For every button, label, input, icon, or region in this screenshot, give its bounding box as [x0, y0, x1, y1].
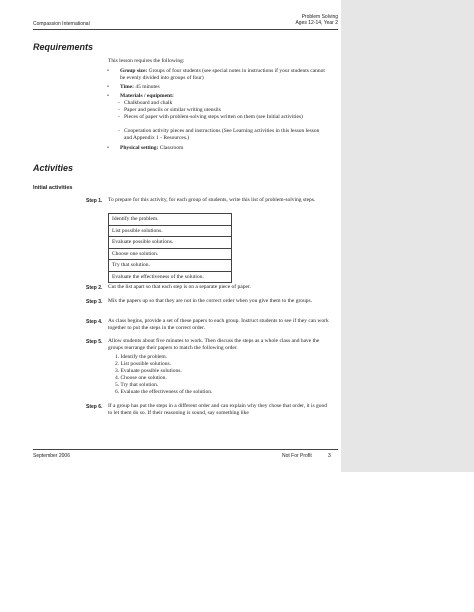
step-text: To prepare for this activity, for each group of students, write this list of problem-solving steps. [108, 197, 316, 203]
initial-activities-heading: Initial activities [33, 185, 73, 191]
requirement-group-size [107, 68, 330, 82]
group-size-text: Groups of four students (see special notes in instructions if your students cannot be evenly divided into groups of four) [120, 68, 325, 81]
step-label: Step 5. [86, 339, 103, 345]
step-label: Step 6. [86, 404, 103, 410]
time-text: 45 minutes [133, 84, 160, 90]
table-row [109, 237, 232, 249]
materials-label: Materials / equipment: [120, 93, 174, 99]
header-title-line2: Ages 12-14, Year 2 [295, 20, 338, 26]
table-cell: Choose one solution. [109, 248, 232, 260]
step-label: Step 2. [86, 285, 103, 291]
material-item: - Pieces of paper with problem-solving steps written on them (see Initial activities) [118, 114, 303, 120]
header-org: Compassion International [33, 21, 90, 27]
table-cell: Try that solution. [109, 260, 232, 272]
table-row [109, 214, 232, 226]
footer-divider [33, 449, 338, 450]
bullet-icon: • [107, 145, 109, 151]
requirements-heading: Requirements [33, 42, 94, 52]
ordered-steps-list [115, 354, 212, 396]
material-item: - Paper and pencils or similar writing utensils [118, 107, 221, 113]
table-row [109, 248, 232, 260]
margin-sidebar [341, 0, 474, 472]
footer-date: September 2006 [33, 453, 70, 459]
footer-notice: Not For Profit [282, 453, 312, 459]
header-divider [33, 29, 338, 30]
list-item: 6. Evaluate the effectiveness of the solution. [115, 389, 213, 395]
header-title-line1: Problem Solving [301, 14, 338, 20]
step-label: Step 1. [86, 198, 103, 204]
list-item: 2. List possible solutions. [115, 361, 172, 367]
requirement-setting [107, 145, 330, 152]
table-cell: List possible solutions. [109, 225, 232, 237]
requirements-intro: This lesson requires the following: [108, 58, 185, 64]
activities-heading: Activities [33, 163, 74, 173]
table-cell: Evaluate possible solutions. [109, 237, 232, 249]
list-item: 1. Identify the problem. [115, 354, 168, 360]
list-item: 5. Try that solution. [115, 382, 159, 388]
requirement-time [107, 84, 330, 91]
step-text: Cut the list apart so that each step is on a separate piece of paper. [108, 284, 251, 290]
material-item: - Cooperation activity pieces and instructions (See Learning activities in this lesson lesson and Appendix 1 - Resources.) [118, 128, 320, 141]
group-size-label: Group size: [120, 68, 148, 74]
table-row [109, 271, 232, 283]
setting-label: Physical setting: [120, 145, 159, 151]
page-number: 3 [328, 453, 331, 459]
problem-steps-table [108, 213, 232, 283]
material-item: - Chalkboard and chalk [118, 100, 173, 106]
bullet-icon: • [107, 84, 109, 90]
table-row [109, 260, 232, 272]
step-text: As class begins, provide a set of these papers to each group. Instruct students to see if they can work together to put the steps in the correct order. [108, 318, 329, 331]
table-row [109, 225, 232, 237]
time-label: Time: [120, 84, 134, 90]
step-text: Mix the papers up so that they are not in the correct order when you give them to the groups. [108, 298, 313, 304]
table-cell: Identify the problem. [109, 214, 232, 226]
list-item: 3. Evaluate possible solutions. [115, 368, 182, 374]
requirement-materials [107, 93, 330, 100]
header-title [268, 14, 338, 26]
step-text: If a group has put the steps in a different order and can explain why they chose that order, it is good to let them do so. If their reasoning is sound, say something like [108, 403, 328, 416]
step-text: Allow students about five minutes to work. Then discuss the steps as a whole class and have the groups rearrange their papers to match the following order. [108, 338, 320, 351]
step-label: Step 3. [86, 299, 103, 305]
bullet-icon: • [107, 93, 109, 99]
bullet-icon: • [107, 68, 109, 74]
list-item: 4. Choose one solution. [115, 375, 167, 381]
step-label: Step 4. [86, 319, 103, 325]
setting-text: Classroom [158, 145, 184, 151]
table-cell: Evaluate the effectiveness of the solution. [109, 271, 232, 283]
